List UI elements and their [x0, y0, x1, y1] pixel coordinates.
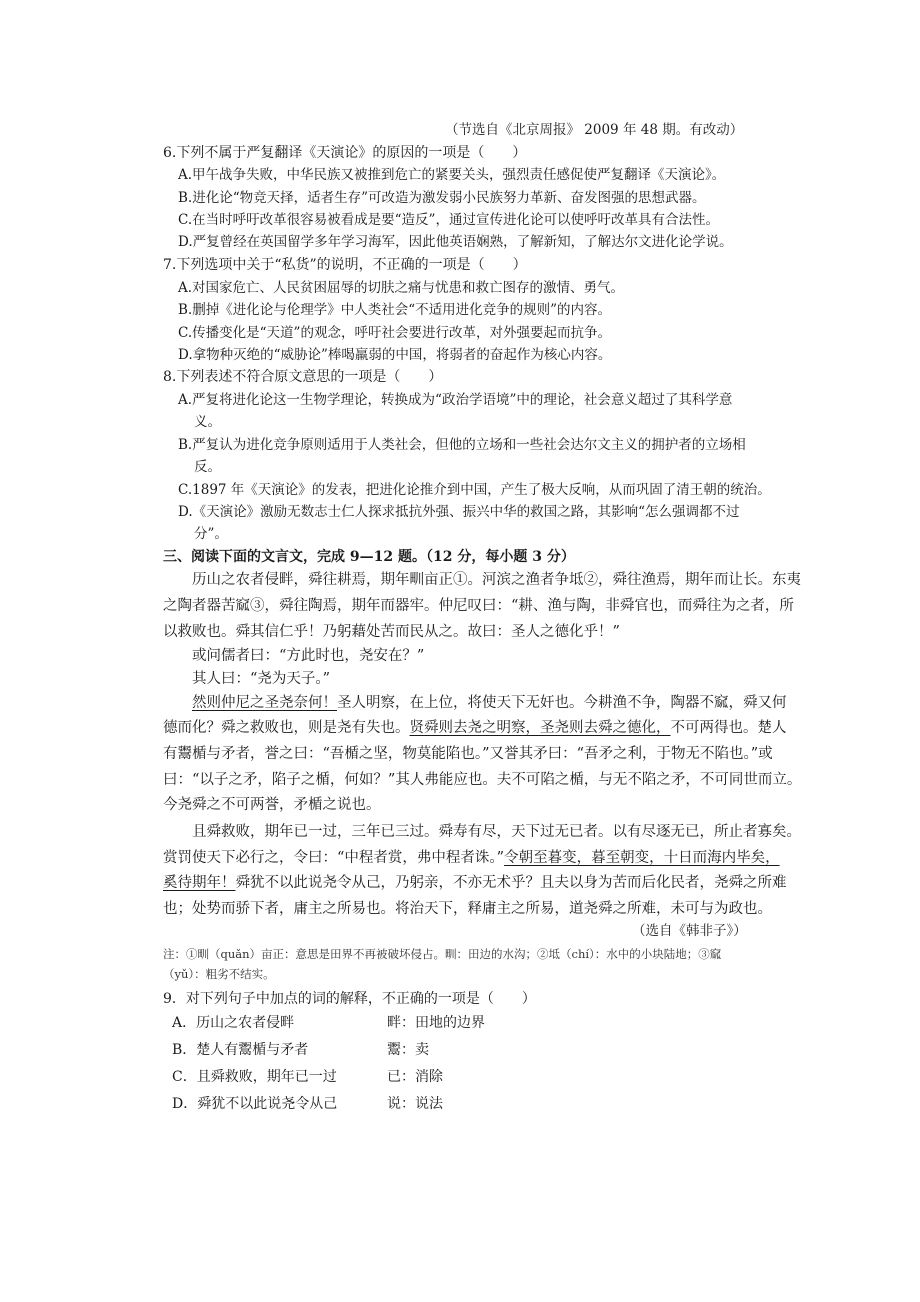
passage-p4-line3: 有鬻楯与矛者，誉之曰：“吾楯之坚，物莫能陷也。”又誉其矛曰：“吾矛之利，于物无不陷也。”或: [163, 746, 773, 762]
q8-option-b-cont: 反。: [194, 459, 221, 475]
q7-option-a: A.对国家危亡、人民贫困屈辱的切肤之痛与忧患和救亡图存的激情、勇气。: [178, 280, 625, 296]
q6-option-d: D.严复曾经在英国留学多年学习海军，因此他英语娴熟，了解新知，了解达尔文进化论学说。: [178, 234, 733, 250]
passage-p5-line4: 也；处势而骄下者，庸主之所易也。将治天下，释庸主之所易，道尧舜之所难，未可与为政也。: [163, 901, 772, 917]
q9-option-sentence: 楚人有鬻楯与矛者: [196, 1042, 309, 1058]
q8-option-a: A.严复将进化论这一生物学理论，转换成为“政治学语境”中的理论，社会意义超过了其科学意: [178, 392, 733, 408]
q9-option-d-gloss: 说：说法: [387, 1096, 443, 1112]
passage-p5-line2-text: 赏罚使天下必行之，令曰：“中程者赏，弗中程者诛。”: [163, 850, 505, 866]
q8-option-a-cont: 义。: [194, 414, 221, 430]
passage-p4-line1: [192, 692, 787, 714]
passage-p1-line1: 历山之农者侵畔，舜往耕焉，期年甽亩正①。河滨之渔者争坻②，舜往渔焉，期年而让长。东夷: [192, 572, 801, 588]
q7-option-c: C.传播变化是“天道”的观念，呼吁社会要进行改革，对外强要起而抗争。: [178, 325, 611, 341]
section-3-heading: 三、阅读下面的文言文，完成 9—12 题。（12 分，每小题 3 分）: [163, 549, 575, 565]
q9-option-sentence: 舜犹不以此说尧令从己: [197, 1096, 338, 1112]
q6-stem: 6.下列不属于严复翻译《天演论》的原因的一项是（ ）: [163, 145, 527, 161]
passage-p4-line2-text-b: 不可两得也。楚人: [670, 720, 787, 736]
q9-stem: 9．对下列句子中加点的词的解释，不正确的一项是（ ）: [163, 991, 536, 1007]
q9-option-a-gloss: 畔：田地的边界: [387, 1015, 485, 1031]
passage-p5-line3: [163, 872, 787, 894]
passage-p1-line3: 以救败也。舜其信仁乎！乃躬藉处苦而民从之。故曰：圣人之德化乎！”: [163, 624, 620, 640]
q9-option-sentence: 历山之农者侵畔: [196, 1015, 295, 1031]
q8-option-d: D.《天演论》激励无数志士仁人探求抵抗外强、振兴中华的救国之路，其影响“怎么强调都不过: [178, 504, 740, 520]
q9-option-letter: C．: [172, 1069, 197, 1085]
footnote-line1: 注：①甽（quǎn）亩正：意思是田界不再被破坏侵占。甽：田边的水沟；②坻（chí）：水中的小块陆地；③窳: [163, 947, 722, 961]
passage-p4-line5: 今尧舜之不可两誉，矛楯之说也。: [163, 797, 381, 813]
passage-p2: 或问儒者曰：“方此时也，尧安在？”: [192, 648, 425, 664]
q7-option-d: D.拿物种灭绝的“威胁论”棒喝羸弱的中国，将弱者的奋起作为核心内容。: [178, 347, 612, 363]
q8-option-b: B.严复认为进化竞争原则适用于人类社会，但他的立场和一些社会达尔文主义的拥护者的立场相: [178, 437, 746, 453]
q9-option-a: [172, 1012, 294, 1034]
q9-option-letter: D．: [172, 1096, 198, 1112]
passage-p4-line1-text: 圣人明察，在上位，将使天下无奸也。今耕渔不争，陶器不窳，舜又何: [337, 695, 787, 711]
q9-option-sentence: 且舜救败，期年已一过: [196, 1069, 337, 1085]
q9-option-letter: A．: [172, 1015, 197, 1031]
passage-attribution: （选自《韩非子》）: [632, 923, 747, 939]
passage-p4-line4: 曰：“以子之矛，陷子之楯，何如？”其人弗能应也。夫不可陷之楯，与无不陷之矛，不可同世而立。: [163, 772, 802, 788]
q9-option-c: [172, 1066, 337, 1088]
q9-option-c-gloss: 已：消除: [387, 1069, 443, 1085]
underlined-sentence-3: 令朝至暮变，暮至朝变，十日而海内毕矣，: [504, 850, 780, 866]
q8-option-d-cont: 分”。: [194, 526, 228, 542]
passage-p5-line3-text: 舜犹不以此说尧令从己，乃躬亲，不亦无术乎？且夫以身为苦而后化民者，尧舜之所难: [235, 875, 787, 891]
q9-option-b: [172, 1039, 308, 1061]
source-citation: （节选自《北京周报》 2009 年 48 期。有改动）: [445, 122, 744, 138]
q6-option-c: C.在当时呼吁改革很容易被看成是要“造反”，通过宣传进化论可以使呼吁改革具有合法性。: [178, 212, 719, 228]
q6-option-b: B.进化论“物竞天择，适者生存”可改造为激发弱小民族努力革新、奋发图强的思想武器。: [178, 190, 706, 206]
passage-p5-line2: [163, 847, 780, 869]
q8-stem: 8.下列表述不符合原文意思的一项是（ ）: [163, 369, 443, 385]
q8-option-c: C.1897 年《天演论》的发表，把进化论推介到中国，产生了极大反响，从而巩固了清王朝的统治。: [178, 482, 771, 498]
passage-p3: 其人曰：“尧为天子。”: [192, 671, 331, 687]
q7-stem: 7.下列选项中关于“私货”的说明，不正确的一项是（ ）: [163, 257, 527, 273]
q6-option-a: A.甲午战争失败，中华民族又被推到危亡的紧要关头，强烈责任感促使严复翻译《天演论》。: [178, 167, 726, 183]
q9-option-letter: B．: [172, 1042, 197, 1058]
passage-p4-line2-text-a: 德而化？舜之救败也，则是尧有失也。: [163, 720, 410, 736]
passage-p5-line1: 且舜救败，期年已一过，三年已三过。舜寿有尽，天下过无已者。以有尽逐无已，所止者寡矣。: [192, 824, 801, 840]
q7-option-b: B.删掉《进化论与伦理学》中人类社会“不适用进化竞争的规则”的内容。: [178, 302, 612, 318]
passage-p1-line2: 之陶者器苦窳③，舜往陶焉，期年而器牢。仲尼叹曰：“耕、渔与陶，非舜官也，而舜往为之者，所: [163, 598, 794, 614]
underlined-sentence-2: 贤舜则去尧之明察，圣尧则去舜之德化，: [409, 720, 671, 736]
footnote-line2: （yǔ）：粗劣不结实。: [163, 967, 275, 981]
underlined-sentence-1: 然则仲尼之圣尧奈何！: [192, 695, 337, 711]
underlined-sentence-3-cont: 奚待期年！: [163, 875, 236, 891]
q9-option-d: [172, 1093, 337, 1115]
passage-p4-line2: [163, 717, 787, 739]
q9-option-b-gloss: 鬻：卖: [387, 1042, 429, 1058]
